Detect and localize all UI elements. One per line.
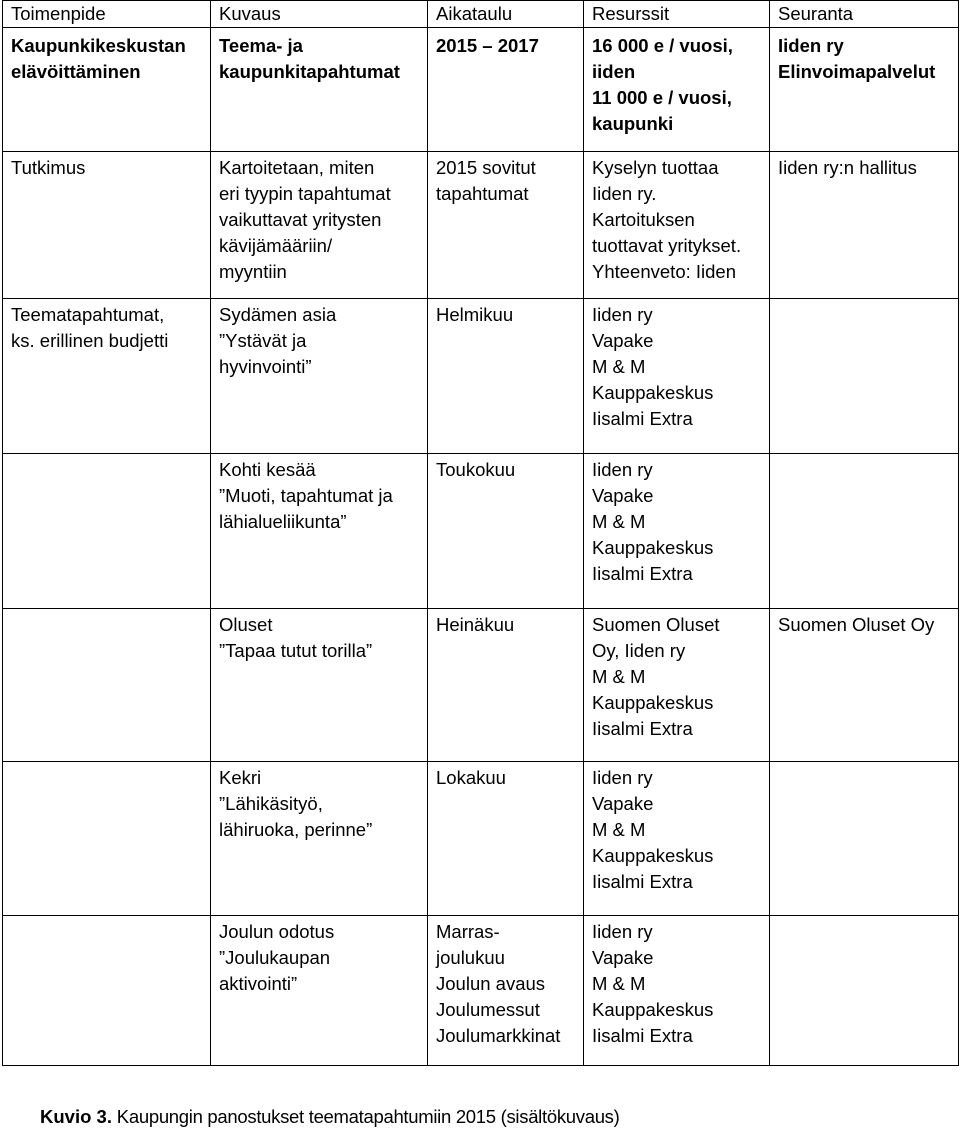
cell-seuranta [770,916,959,1066]
cell-toimenpide: Teematapahtumat, ks. erillinen budjetti [3,299,211,454]
cell-kuvaus: Joulun odotus ”Joulukaupan aktivointi” [211,916,428,1066]
cell-aikataulu: Heinäkuu [428,609,584,762]
caption-label: Kuvio 3. [40,1106,112,1127]
cell-kuvaus: Kohti kesää ”Muoti, tapahtumat ja lähialueliikunta” [211,454,428,609]
table-row [3,152,959,299]
cell-seuranta: Iiden ry:n hallitus [770,152,959,299]
cell-aikataulu: Helmikuu [428,299,584,454]
figure-caption [40,1104,620,1130]
header-seuranta: Seuranta [770,1,959,28]
table-row [3,299,959,454]
cell-resurssit: Iiden ry Vapake M & M Kauppakeskus Iisalmi Extra [584,916,770,1066]
cell-toimenpide [3,916,211,1066]
cell-resurssit: Iiden ry Vapake M & M Kauppakeskus Iisalmi Extra [584,762,770,916]
cell-seuranta [770,762,959,916]
cell-seuranta [770,299,959,454]
header-aikataulu: Aikataulu [428,1,584,28]
cell-kuvaus: Kartoitetaan, miten eri tyypin tapahtumat vaikuttavat yritysten kävijämääriin/ myyntiin [211,152,428,299]
plan-table [2,0,959,1066]
cell-aikataulu: 2015 – 2017 [428,28,584,152]
table-row [3,916,959,1066]
cell-kuvaus: Oluset ”Tapaa tutut torilla” [211,609,428,762]
cell-resurssit: Suomen Oluset Oy, Iiden ry M & M Kauppakeskus Iisalmi Extra [584,609,770,762]
cell-resurssit: Kyselyn tuottaa Iiden ry. Kartoituksen tuottavat yritykset. Yhteenveto: Iiden [584,152,770,299]
cell-seuranta: Suomen Oluset Oy [770,609,959,762]
cell-kuvaus: Sydämen asia ”Ystävät ja hyvinvointi” [211,299,428,454]
cell-resurssit: 16 000 e / vuosi, iiden 11 000 e / vuosi, kaupunki [584,28,770,152]
cell-seuranta: Iiden ry Elinvoimapalvelut [770,28,959,152]
table-row [3,609,959,762]
cell-toimenpide [3,609,211,762]
header-resurssit: Resurssit [584,1,770,28]
cell-toimenpide: Kaupunkikeskustan elävöittäminen [3,28,211,152]
cell-aikataulu: Marras- joulukuu Joulun avaus Joulumessut Joulumarkkinat [428,916,584,1066]
cell-resurssit: Iiden ry Vapake M & M Kauppakeskus Iisalmi Extra [584,299,770,454]
cell-kuvaus: Kekri ”Lähikäsityö, lähiruoka, perinne” [211,762,428,916]
caption-text: Kaupungin panostukset teematapahtumiin 2015 (sisältökuvaus) [111,1106,620,1127]
cell-kuvaus: Teema- ja kaupunkitapahtumat [211,28,428,152]
cell-toimenpide: Tutkimus [3,152,211,299]
table-row [3,762,959,916]
header-row [3,1,959,28]
cell-aikataulu: Lokakuu [428,762,584,916]
cell-resurssit: Iiden ry Vapake M & M Kauppakeskus Iisalmi Extra [584,454,770,609]
cell-toimenpide [3,454,211,609]
table-row [3,28,959,152]
cell-seuranta [770,454,959,609]
header-kuvaus: Kuvaus [211,1,428,28]
cell-toimenpide [3,762,211,916]
cell-aikataulu: Toukokuu [428,454,584,609]
cell-aikataulu: 2015 sovitut tapahtumat [428,152,584,299]
header-toimenpide: Toimenpide [3,1,211,28]
table-row [3,454,959,609]
